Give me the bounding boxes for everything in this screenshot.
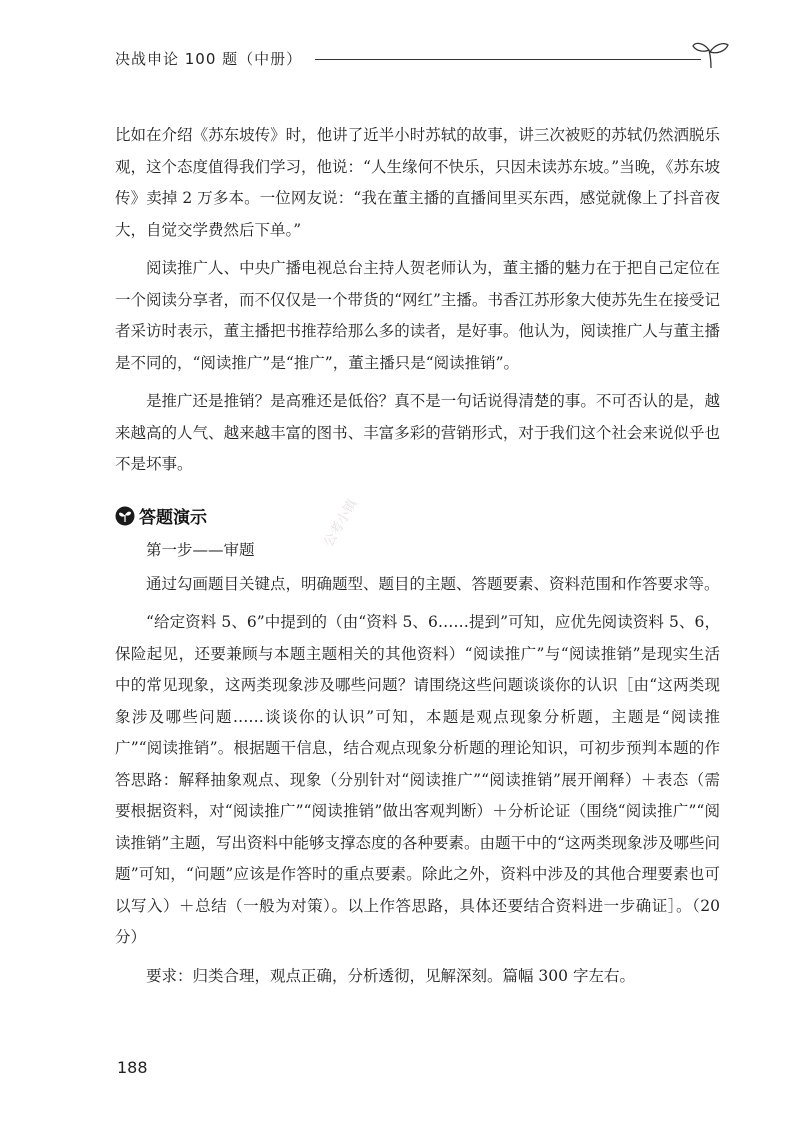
- body-paragraph-3: 是推广还是推销？是高雅还是低俗？真不是一句话说得清楚的事。不可否认的是，越来越高的人气、越来越丰富的图书、丰富多彩的营销形式，对于我们这个社会来说似乎也不是坏事。: [115, 392, 720, 473]
- page-content: [115, 120, 720, 999]
- step-title: 第一步——审题: [146, 540, 255, 559]
- section-paragraph-2: “给定资料 5、6”中提到的（由“资料 5、6……提到”可知，应优先阅读资料 5、6，保险起见，还要兼顾与本题主题相关的其他资料）“阅读推广”与“阅读推销”是现实生活中的常见现象，这两类现象涉及哪些问题？请围绕这些问题谈谈你的认识［由“这两类现象涉及哪些问题……谈谈你的认识”可知，本题是观点现象分析题，主题是“阅读推广”“阅读推销”。根据题干信息，结合观点现象分析题的理论知识，可初步预判本题的作答思路：解释抽象观点、现象（分别针对“阅读推广”“阅读推销”展开阐释）＋表态（需要根据资料，对“阅读推广”“阅读推销”做出客观判断）＋分析论证（围绕“阅读推广”“阅读推销”主题，写出资料中能够支撑态度的各种要素。由题干中的“这两类现象涉及哪些问题”可知，“问题”应该是作答时的重点要素。除此之外，资料中涉及的其他合理要素也可以写入）＋总结（一般为对策）。以上作答思路，具体还要结合资料进一步确证］。（20 分）: [115, 613, 720, 946]
- sprout-icon: [691, 34, 731, 70]
- page-number: 188: [117, 1058, 148, 1077]
- book-title: 决战申论 100 题（中册）: [115, 50, 303, 68]
- body-paragraph-1: 比如在介绍《苏东坡传》时，他讲了近半小时苏轼的故事，讲三次被贬的苏轼仍然洒脱乐观，这个态度值得我们学习，他说：“人生缘何不快乐，只因未读苏东坡。”当晚，《苏东坡传》卖掉 2 万多本。一位网友说：“我在董主播的直播间里买东西，感觉就像上了抖音夜大，自觉交学费然后下单。”: [115, 126, 720, 239]
- section-paragraph-3: 要求：归类合理，观点正确，分析透彻，见解深刻。篇幅 300 字左右。: [146, 966, 635, 985]
- body-paragraph-2: 阅读推广人、中央广播电视总台主持人贺老师认为，董主播的魅力在于把自己定位在一个阅读分享者，而不仅仅是一个带货的“网红”主播。书香江苏形象大使苏先生在接受记者采访时表示，董主播把书推荐给那么多的读者，是好事。他认为，阅读推广人与董主播是不同的，“阅读推广”是“推广”，董主播只是“阅读推销”。: [115, 259, 720, 372]
- header-rule: [315, 59, 701, 60]
- section-paragraph-1: 通过勾画题目关键点，明确题型、题目的主题、答题要素、资料范围和作答要求等。: [146, 574, 720, 593]
- leaf-badge-icon: [115, 506, 135, 526]
- section-heading: [115, 501, 720, 531]
- running-header: [115, 44, 715, 80]
- watermark: 公考小镇: [321, 496, 361, 550]
- section-title: 答题演示: [139, 508, 207, 528]
